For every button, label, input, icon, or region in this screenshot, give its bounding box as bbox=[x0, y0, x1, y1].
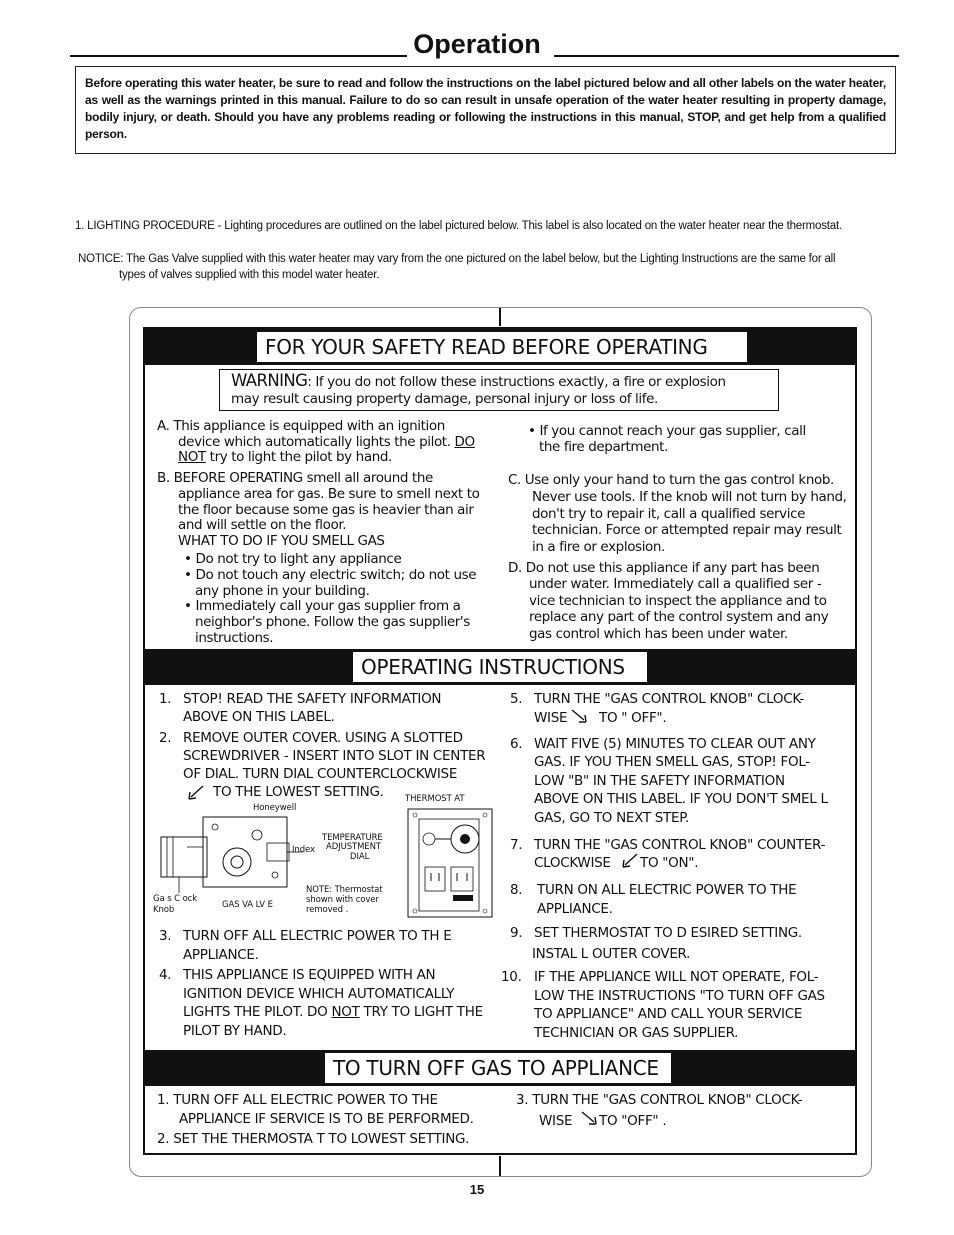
safety-a-line-3: NOT try to light the pilot by hand. bbox=[178, 449, 392, 465]
warning-line-1: : If you do not follow these instructions exactly, a fire or explosion bbox=[307, 374, 726, 390]
turnoff-step-1-line-1: 1. TURN OFF ALL ELECTRIC POWER TO THE bbox=[157, 1092, 438, 1108]
op-step-7-line-1: TURN THE "GAS CONTROL KNOB" COUNTER- bbox=[534, 837, 826, 853]
safety-b-line-1: B. BEFORE OPERATING smell all around the bbox=[157, 470, 433, 486]
safety-c-line-3: don't try to repair it, call a qualified service bbox=[532, 506, 806, 522]
op-step-2-line-2: SCREWDRIVER - INSERT INTO SLOT IN CENTER bbox=[183, 748, 486, 764]
op-step-7-line-2a: CLOCKWISE bbox=[534, 855, 611, 871]
frame-tick-top bbox=[499, 308, 501, 326]
op-step-5-line-1: TURN THE "GAS CONTROL KNOB" CLOCK- bbox=[534, 691, 805, 707]
safety-d-line-5: gas control which has been under water. bbox=[529, 626, 788, 642]
op-step-6-line-1: WAIT FIVE (5) MINUTES TO CLEAR OUT ANY bbox=[534, 736, 816, 752]
op-step-2-line-4: TO THE LOWEST SETTING. bbox=[213, 784, 384, 800]
safety-b-bullet-1: • Do not try to light any appliance bbox=[184, 551, 402, 567]
op-step-4-num: 4. bbox=[159, 967, 172, 983]
op-step-8-num: 8. bbox=[510, 882, 523, 898]
op-step-7-num: 7. bbox=[510, 837, 523, 853]
safety-right-bullet-b: the fire department. bbox=[539, 439, 668, 455]
safety-heading: FOR YOUR SAFETY READ BEFORE OPERATING bbox=[257, 332, 747, 362]
op-step-9-line-1: SET THERMOSTAT TO D ESIRED SETTING. bbox=[534, 925, 802, 941]
warning-box bbox=[219, 369, 779, 411]
safety-right-bullet-a: • If you cannot reach your gas supplier, call bbox=[528, 423, 806, 439]
op-step-3-num: 3. bbox=[159, 928, 172, 944]
fig-gascock-label-2: Knob bbox=[153, 905, 175, 915]
op-step-5-line-2b: TO " OFF". bbox=[599, 710, 667, 726]
turnoff-step-2-line-1: 2. SET THE THERMOSTA T TO LOWEST SETTING. bbox=[157, 1131, 470, 1147]
safety-c-line-4: technician. Force or attempted repair may result bbox=[532, 522, 842, 538]
op-step-8-line-1: TURN ON ALL ELECTRIC POWER TO THE bbox=[537, 882, 797, 898]
operating-heading: OPERATING INSTRUCTIONS bbox=[353, 652, 647, 682]
turnoff-step-1-line-2: APPLIANCE IF SERVICE IS TO BE PERFORMED. bbox=[179, 1111, 474, 1127]
op-step-1-line-2: ABOVE ON THIS LABEL. bbox=[183, 709, 335, 725]
intro-warning-text: Before operating this water heater, be sure to read and follow the instructions on the label pictured below and all other labels on the water heater, as well as the warnings printed in this manual. Failure to do so can result in unsafe operation of the water heater resulting in property damage, bodily injury, or death. Should you have any problems reading or following the instructions in this manual, STOP, and get help from a qualified person. bbox=[85, 76, 886, 141]
fig-temp-label-1: TEMPERATURE bbox=[322, 833, 383, 843]
fig-gascock-label-1: Ga s C ock bbox=[153, 894, 198, 904]
safety-c-line-1: C. Use only your hand to turn the gas control knob. bbox=[508, 472, 834, 488]
op-step-2-line-1: REMOVE OUTER COVER. USING A SLOTTED bbox=[183, 730, 463, 746]
gas-valve-illustration bbox=[157, 807, 307, 897]
op-step-10-line-3: TO APPLIANCE" AND CALL YOUR SERVICE bbox=[534, 1006, 803, 1022]
op-step-2-num: 2. bbox=[159, 730, 172, 746]
frame-tick-bottom bbox=[499, 1156, 501, 1176]
op-step-6-line-4: ABOVE ON THIS LABEL. IF YOU DON'T SMEL L bbox=[534, 791, 828, 807]
warning-line-2: may result causing property damage, personal injury or loss of life. bbox=[231, 391, 658, 407]
safety-b-line-2: appliance area for gas. Be sure to smell next to bbox=[178, 486, 480, 502]
op-step-4-line-1: THIS APPLIANCE IS EQUIPPED WITH AN bbox=[183, 967, 436, 983]
op-step-8-line-2: APPLIANCE. bbox=[537, 901, 613, 917]
safety-d-line-1: D. Do not use this appliance if any part has been bbox=[508, 560, 820, 576]
safety-c-line-2: Never use tools. If the knob will not turn by hand, bbox=[532, 489, 847, 505]
safety-d-line-4: replace any part of the control system and any bbox=[529, 609, 829, 625]
counterclockwise-arrow-icon bbox=[187, 784, 205, 800]
safety-b-bullet-2b: any phone in your building. bbox=[195, 583, 370, 599]
op-step-6-num: 6. bbox=[510, 736, 523, 752]
op-step-4-line-4: PILOT BY HAND. bbox=[183, 1023, 287, 1039]
lighting-label bbox=[143, 327, 857, 1155]
clockwise-arrow-icon bbox=[580, 1110, 600, 1126]
op-step-1-line-1: STOP! READ THE SAFETY INFORMATION bbox=[183, 691, 442, 707]
operating-banner bbox=[145, 649, 855, 685]
op-step-1-num: 1. bbox=[159, 691, 172, 707]
fig-note-line-3: removed . bbox=[306, 905, 349, 915]
safety-b-bullet-2a: • Do not touch any electric switch; do not use bbox=[184, 567, 477, 583]
op-step-4-line-3: LIGHTS THE PILOT. DO NOT TRY TO LIGHT THE bbox=[183, 1004, 483, 1020]
safety-b-bullet-3a: • Immediately call your gas supplier from a bbox=[184, 598, 461, 614]
op-step-2-line-3: OF DIAL. TURN DIAL COUNTERCLOCKWISE bbox=[183, 766, 458, 782]
op-step-6-line-3: LOW "B" IN THE SAFETY INFORMATION bbox=[534, 773, 785, 789]
turnoff-banner bbox=[145, 1050, 855, 1086]
op-step-5-num: 5. bbox=[510, 691, 523, 707]
page-title: Operation bbox=[0, 28, 954, 60]
counterclockwise-arrow-icon bbox=[621, 852, 639, 868]
warning-word: WARNING bbox=[231, 371, 308, 390]
safety-b-bullet-3b: neighbor's phone. Follow the gas supplier's bbox=[195, 614, 470, 630]
safety-a-line-2: device which automatically lights the pilot. DO bbox=[178, 434, 475, 450]
safety-a-line-1: A. This appliance is equipped with an ignition bbox=[157, 418, 445, 434]
op-step-6-line-5: GAS, GO TO NEXT STEP. bbox=[534, 810, 689, 826]
fig-gasvalve-label: GAS VA LV E bbox=[222, 900, 273, 910]
safety-b-line-3: the floor because some gas is heavier than air bbox=[178, 502, 474, 518]
safety-b-line-4: and will settle on the floor. bbox=[178, 517, 347, 533]
op-step-10-line-1: IF THE APPLIANCE WILL NOT OPERATE, FOL- bbox=[534, 969, 819, 985]
lighting-procedure: 1. LIGHTING PROCEDURE - Lighting procedures are outlined on the label pictured below. This label is also located on the water heater near the thermostat. bbox=[75, 220, 842, 232]
fig-note-line-1: NOTE: Thermostat bbox=[306, 885, 383, 895]
turnoff-step-3-line-2b: TO "OFF" . bbox=[599, 1113, 667, 1129]
op-step-6-line-2: GAS. IF YOU THEN SMELL GAS, STOP! FOL- bbox=[534, 754, 810, 770]
page-number: 15 bbox=[469, 1182, 485, 1197]
op-step-4-line-2: IGNITION DEVICE WHICH AUTOMATICALLY bbox=[183, 986, 455, 1002]
turnoff-heading: TO TURN OFF GAS TO APPLIANCE bbox=[325, 1053, 671, 1083]
fig-thermostat-label: THERMOST AT bbox=[405, 794, 465, 804]
safety-d-line-3: vice technician to inspect the appliance and to bbox=[529, 593, 827, 609]
safety-d-line-2: under water. Immediately call a qualified ser - bbox=[529, 576, 822, 592]
clockwise-arrow-icon bbox=[570, 708, 590, 724]
op-step-10-line-2: LOW THE INSTRUCTIONS "TO TURN OFF GAS bbox=[534, 988, 825, 1004]
intro-warning-box bbox=[75, 66, 896, 154]
op-step-9-line-2: INSTAL L OUTER COVER. bbox=[532, 946, 691, 962]
op-step-3-line-1: TURN OFF ALL ELECTRIC POWER TO TH E bbox=[183, 928, 452, 944]
fig-temp-label-3: DIAL bbox=[350, 852, 370, 862]
op-step-10-num: 10. bbox=[501, 969, 522, 985]
fig-note-line-2: shown with cover bbox=[306, 895, 379, 905]
op-step-7-line-2b: TO "ON". bbox=[640, 855, 699, 871]
op-step-10-line-4: TECHNICIAN OR GAS SUPPLIER. bbox=[534, 1025, 739, 1041]
safety-b-bullet-3c: instructions. bbox=[195, 630, 274, 646]
op-step-5-line-2a: WISE bbox=[534, 710, 568, 726]
safety-c-line-5: in a fire or explosion. bbox=[532, 539, 665, 555]
safety-b-line-5: WHAT TO DO IF YOU SMELL GAS bbox=[178, 533, 385, 549]
turnoff-step-3-line-2a: WISE bbox=[539, 1113, 573, 1129]
fig-honeywell-label: Honeywell bbox=[253, 803, 297, 813]
fig-temp-label-2: ADJUSTMENT bbox=[326, 842, 381, 852]
thermostat-illustration bbox=[407, 807, 493, 919]
safety-banner bbox=[145, 329, 855, 365]
op-step-3-line-2: APPLIANCE. bbox=[183, 947, 259, 963]
fig-index-label: Index bbox=[292, 845, 315, 855]
notice-line-1: NOTICE: The Gas Valve supplied with this water heater may vary from the one pictured on the label below, but the Lighting Instructions are the same for all bbox=[78, 253, 836, 265]
op-step-9-num: 9. bbox=[510, 925, 523, 941]
turnoff-step-3-line-1: 3. TURN THE "GAS CONTROL KNOB" CLOCK- bbox=[516, 1092, 803, 1108]
notice-line-2: types of valves supplied with this model water heater. bbox=[119, 269, 380, 281]
